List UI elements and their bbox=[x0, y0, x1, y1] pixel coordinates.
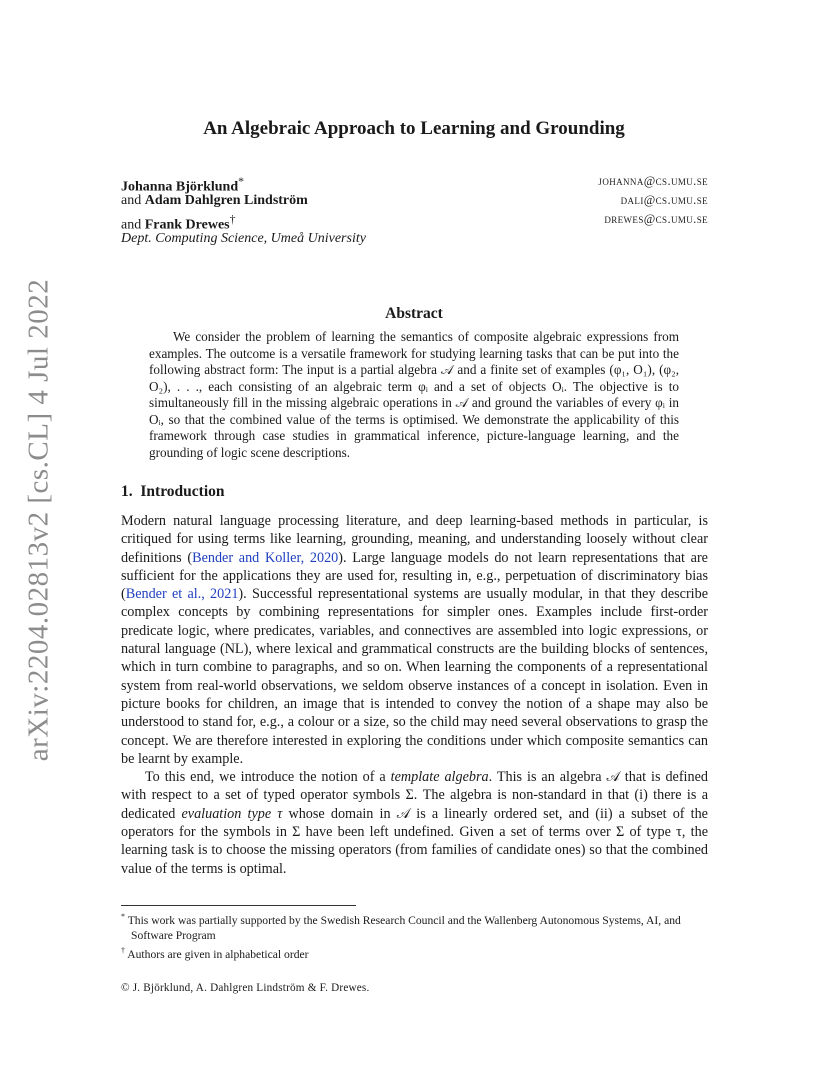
author-row bbox=[121, 172, 708, 195]
author-email[interactable]: drewes@cs.umu.se bbox=[604, 212, 708, 226]
section-heading bbox=[121, 483, 225, 501]
emphasis: template algebra bbox=[390, 769, 489, 786]
arxiv-identifier: arXiv:2204.02813v2 [cs.CL] 4 Jul 2022 bbox=[22, 278, 55, 762]
author-name: Frank Drewes bbox=[144, 217, 230, 233]
paragraph: To this end, we introduce the notion of a template algebra. This is an algebra 𝒜 that is defined with respect to a set of typed operator symbols Σ. The algebra is non-standard in that (i) there is a dedicated evaluation type τ whose domain in 𝒜 is a linearly ordered set, and (ii) a subset of the operators for the symbols in Σ have been left undefined. Given a set of terms over Σ of type τ, the learning task is to choose the missing operators (from families of candidate ones) so that the combined value of the terms is optimal. bbox=[121, 769, 708, 877]
author-row: and Frank Drewes† drewes@cs.umu.se bbox=[121, 212, 708, 233]
author-email[interactable]: dali@cs.umu.se bbox=[620, 193, 708, 207]
author-email[interactable]: johanna@cs.umu.se bbox=[598, 174, 708, 188]
footnote: † Authors are given in alphabetical order bbox=[121, 945, 309, 961]
author-name: Johanna Björklund bbox=[121, 179, 239, 195]
citation-link[interactable]: Bender and Koller, 2020 bbox=[192, 549, 339, 566]
footnotes bbox=[121, 909, 708, 962]
affiliation: Dept. Computing Science, Umeå University bbox=[121, 231, 366, 246]
paper-title: An Algebraic Approach to Learning and Grounding bbox=[203, 118, 625, 139]
author-name: Adam Dahlgren Lindström bbox=[144, 193, 308, 208]
paragraph: Modern natural language processing literature, and deep learning-based methods in particular, is critiqued for using terms like learning, grounding, meaning, and understanding loosely without clear definitions (Bender and Koller, 2020). Large language models do not learn representations that are sufficient for the applications they are used for, resulting in, e.g., perpetuation of discriminatory bias (Bender et al., 2021). Successful representational systems are usually modular, in that they describe complex concepts by combining representations for simpler ones. Examples include first-order predicate logic, where predicates, variables, and connectives are assembled into logic expressions, or natural language (NL), where lexical and grammatical constructs are the building blocks of sentences, which in turn combine to paragraphs, and so on. When learning the components of a representational system from real-world observations, we seldom observe instances of a concept in isolation. Even in picture books for children, an image that is intended to convey the notion of a shape may also be understood to stand for, e.g., a colour or a size, so the child may need several observations to grasp the concept. We are therefore interested in exploring the conditions under which composite semantics can be learnt by example. bbox=[121, 513, 708, 767]
body-text bbox=[121, 512, 708, 878]
citation-link[interactable]: Bender et al., 2021 bbox=[125, 586, 239, 603]
emphasis: evaluation type τ bbox=[181, 805, 283, 822]
footnote-mark: * bbox=[238, 175, 244, 188]
section-title: Introduction bbox=[140, 483, 225, 500]
author-block bbox=[121, 172, 708, 248]
footnote-mark: † bbox=[229, 213, 236, 226]
footnote: * This work was partially supported by the Swedish Research Council and the Wallenberg Autonomous Systems, AI, and Software Program bbox=[121, 912, 681, 942]
copyright-notice: © J. Björklund, A. Dahlgren Lindström & F. Drewes. bbox=[121, 982, 370, 994]
footnote-rule bbox=[121, 905, 356, 906]
abstract-text: We consider the problem of learning the semantics of composite algebraic expressions from examples. The outcome is a versatile framework for studying learning tasks that can be put into the following abstract form: The input is a partial algebra 𝒜 and a finite set of examples (φ₁, O₁), (φ₂, O₂), . . ., each consisting of an algebraic term φᵢ and a set of objects Oᵢ. The objective is to simultaneously fill in the missing algebraic operations in 𝒜 and ground the variables of every φᵢ in Oᵢ, so that the combined value of the terms is optimised. We demonstrate the applicability of this framework through case studies in grammatical inference, picture-language learning, and the grounding of logic scene descriptions. bbox=[149, 329, 679, 460]
abstract-heading: Abstract bbox=[385, 305, 443, 322]
author-row: and Adam Dahlgren Lindström dali@cs.umu.se bbox=[121, 193, 708, 208]
section-number: 1. bbox=[121, 483, 133, 500]
